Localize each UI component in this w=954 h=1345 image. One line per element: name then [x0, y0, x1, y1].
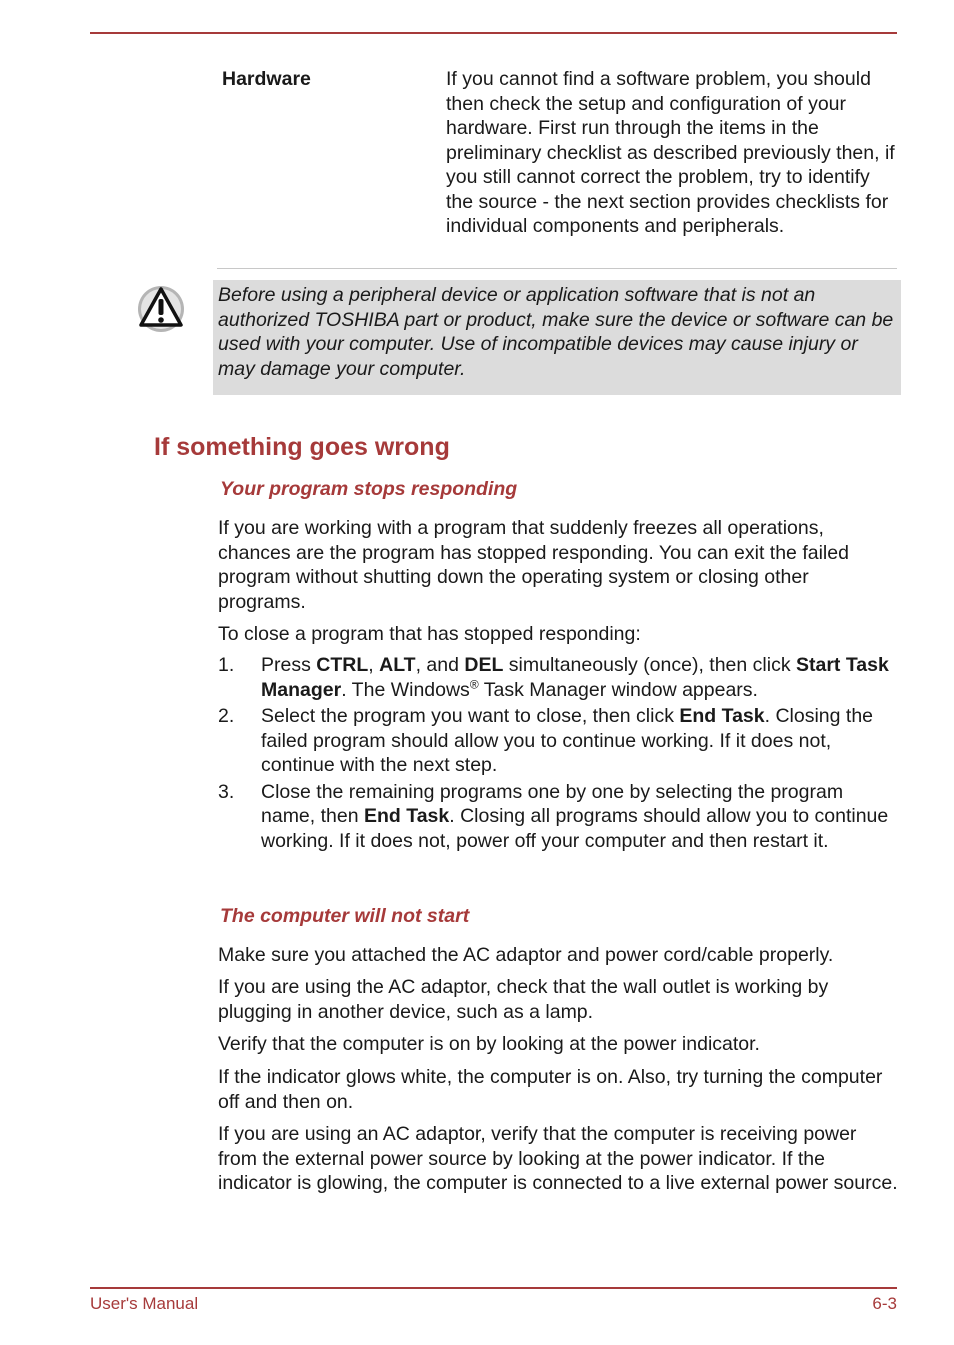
warning-triangle-icon [136, 284, 186, 334]
warning-note [213, 280, 901, 395]
footer-rule [90, 1287, 897, 1289]
paragraph: If you are using an AC adaptor, verify that the computer is receiving power from the external power source by looking at the power indicator. If the indicator is glowing, the computer is connected to a live external power source. [218, 1123, 898, 1194]
paragraph: If you are using the AC adaptor, check that the wall outlet is working by plugging in another device, such as a lamp. [218, 976, 829, 1023]
list-item: 2. Select the program you want to close, then click End Task. Closing the failed program should allow you to continue working. If it does not, continue with the next step. [218, 705, 874, 776]
warning-text: Before using a peripheral device or application software that is not an authorized TOSHIBA part or product, make sure the device or software can be used with your computer. Use of incompatible devices may cause injury or may damage your computer. [218, 284, 894, 380]
paragraph: If you are working with a program that suddenly freezes all operations, chances are the program has stopped responding. You can exit the failed program without shutting down the operating system or closing other programs. [218, 517, 849, 613]
hardware-label: Hardware [222, 68, 311, 90]
paragraph: Verify that the computer is on by looking at the power indicator. [218, 1033, 760, 1055]
hardware-description: If you cannot find a software problem, you should then check the setup and configuration of your hardware. First run through the items in the preliminary checklist as described previously then, if you still cannot correct the problem, try to identify the source - the next section provides checklists for individual components and peripherals. [446, 68, 895, 237]
paragraph: Make sure you attached the AC adaptor and power cord/cable properly. [218, 944, 834, 966]
list-item: 1. Press CTRL, ALT, and DEL simultaneously (once), then click Start Task Manager. The Windows® Task Manager window appears. [218, 654, 889, 701]
table-divider [217, 268, 897, 269]
header-rule [90, 32, 897, 34]
page-number: 6-3 [872, 1294, 897, 1313]
steps-list [218, 653, 898, 855]
section-title: If something goes wrong [154, 433, 450, 461]
paragraph: If the indicator glows white, the computer is on. Also, try turning the computer off and then on. [218, 1066, 883, 1113]
subheading-will-not-start: The computer will not start [220, 905, 470, 927]
list-item: 3. Close the remaining programs one by one by selecting the program name, then End Task. Closing all programs should allow you to continue working. If it does not, power off your computer and then restart it. [218, 780, 889, 852]
footer-title: User's Manual [90, 1294, 199, 1313]
paragraph: To close a program that has stopped responding: [218, 623, 641, 645]
subheading-program-stops: Your program stops responding [220, 478, 518, 500]
